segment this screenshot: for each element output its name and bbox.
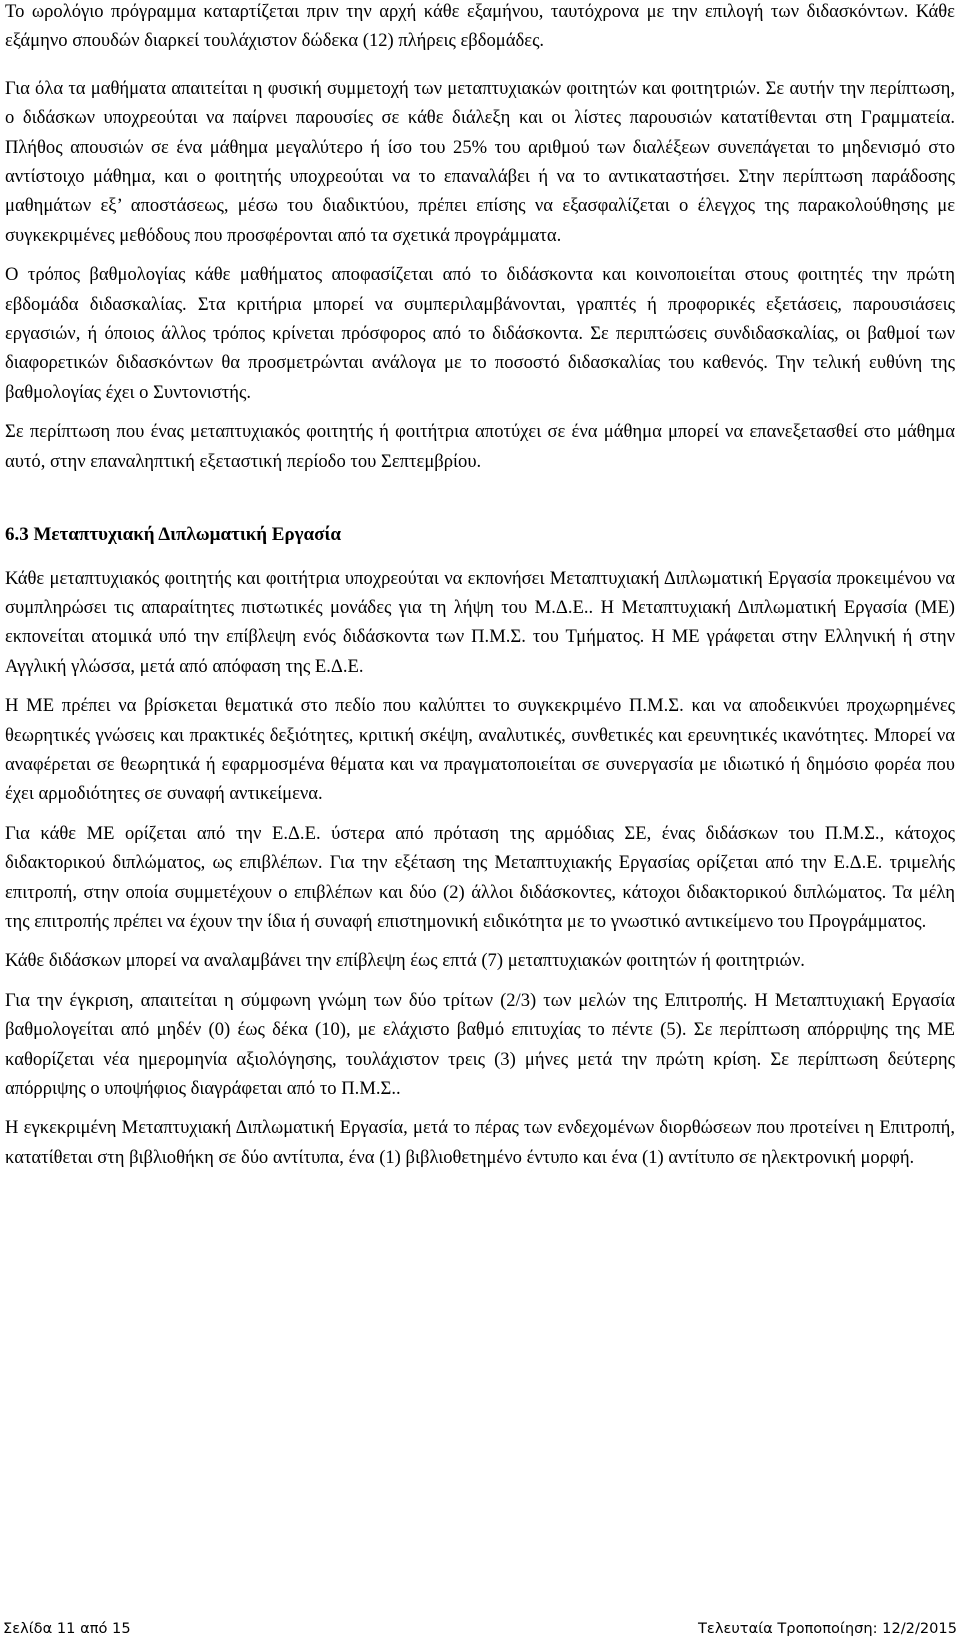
paragraph-thesis-scope: Η ΜΕ πρέπει να βρίσκεται θεματικά στο πεδίο που καλύπτει το συγκεκριμένο Π.Μ.Σ. και να αποδεικνύει προχωρημένες θεωρητικές γνώσεις και πρακτικές δεξιότητες, κριτική σκέψη, αναλυτικές, συνθετικές και ερευνητικές ικανότητες. Μπορεί να αναφέρεται σε θεωρητικά ή εφαρμοσμένα θέματα και να πραγματοποιείται σε συνεργασία με ιδιωτικό ή δημόσιο φορέα που έχει αρμοδιότητες σε συναφή αντικείμενα. (5, 695, 955, 805)
paragraph-schedule: Το ωρολόγιο πρόγραμμα καταρτίζεται πριν την αρχή κάθε εξαμήνου, ταυτόχρονα με την επιλογή των διδασκόντων. Κάθε εξάμηνο σπουδών διαρκεί τουλάχιστον δώδεκα (12) πλήρεις εβδομάδες. (5, 1, 955, 52)
paragraph-attendance: Για όλα τα μαθήματα απαιτείται η φυσική συμμετοχή των μεταπτυχιακών φοιτητών και φοιτητριών. Σε αυτήν την περίπτωση, ο διδάσκων υποχρεούται να παίρνει παρουσίες σε κάθε διάλεξη και οι λίστες παρουσιών κατατίθενται στη Γραμματεία. Πλήθος απουσιών σε ένα μάθημα μεγαλύτερο ή ίσο του 25% του αριθμού των διαλέξεων συνεπάγεται το μηδενισμό στο αντίστοιχο μάθημα, και ο φοιτητής υποχρεούται να το επαναλάβει ή να το αντικαταστήσει. Στην περίπτωση παράδοσης μαθημάτων εξ’ αποστάσεως, μέσω του διαδικτύου, πρέπει επίσης να εξασφαλίζεται ο έλεγχος της παρακολούθησης με συγκεκριμένες μεθόδους που προσφέρονται από τα σχετικά προγράμματα. (5, 77, 955, 246)
paragraph-supervision-limit: Κάθε διδάσκων μπορεί να αναλαμβάνει την επίβλεψη έως επτά (7) μεταπτυχιακών φοιτητών ή φοιτητριών. (5, 950, 805, 972)
paragraph-thesis-supervisor: Για κάθε ΜΕ ορίζεται από την Ε.Δ.Ε. ύστερα από πρόταση της αρμόδιας ΣΕ, ένας διδάσκων του Π.Μ.Σ., κάτοχος διδακτορικού διπλώματος, ως επιβλέπων. Για την εξέταση της Μεταπτυχιακής Εργασίας ορίζεται από την Ε.Δ.Ε. τριμελής επιτροπή, στην οποία συμμετέχουν ο επιβλέπων και δύο (2) άλλοι διδάσκοντες, κάτοχοι διδακτορικού διπλώματος. Τα μέλη της επιτροπής πρέπει να έχουν την ίδια ή συναφή επιστημονική ειδικότητα με το γνωστικό αντικείμενο του Προγράμματος. (5, 822, 955, 932)
last-modified: Τελευταία Τροποποίηση: 12/2/2015 (698, 1620, 957, 1637)
section-heading: 6.3 Μεταπτυχιακή Διπλωματική Εργασία (5, 524, 341, 546)
paragraph-approval: Για την έγκριση, απαιτείται η σύμφωνη γνώμη των δύο τρίτων (2/3) των μελών της Επιτροπής. Η Μεταπτυχιακή Εργασία βαθμολογείται από μηδέν (0) έως δέκα (10), με ελάχιστο βαθμό επιτυχίας το πέντε (5). Σε περίπτωση απόρριψης της ΜΕ καθορίζεται νέα ημερομηνία αξιολόγησης, τουλάχιστον τρεις (3) μήνες μετά την πρώτη κρίση. Σε περίπτωση δεύτερης απόρριψης ο υποψήφιος διαγράφεται από το Π.Μ.Σ.. (5, 989, 955, 1099)
paragraph-thesis-intro: Κάθε μεταπτυχιακός φοιτητής και φοιτήτρια υποχρεούται να εκπονήσει Μεταπτυχιακή Διπλωματική Εργασία προκειμένου να συμπληρώσει τις απαραίτητες πιστωτικές μονάδες για τη λήψη του Μ.Δ.Ε.. Η Μεταπτυχιακή Διπλωματική Εργασία (ΜΕ) εκπονείται ατομικά υπό την επίβλεψη ενός διδάσκοντα των Π.Μ.Σ. του Τμήματος. Η ΜΕ γράφεται στην Ελληνική ή στην Αγγλική γλώσσα, μετά από απόφαση της Ε.Δ.Ε. (5, 567, 955, 677)
paragraph-grading: Ο τρόπος βαθμολογίας κάθε μαθήματος αποφασίζεται από το διδάσκοντα και κοινοποιείται στους φοιτητές την πρώτη εβδομάδα διδασκαλίας. Στα κριτήρια μπορεί να συμπεριλαμβάνονται, γραπτές ή προφορικές εξετάσεις, παρουσιάσεις εργασιών, ή όποιος άλλος τρόπος κρίνεται πρόσφορος από το διδάσκοντα. Σε περιπτώσεις συνδιδασκαλίας, οι βαθμοί των διαφορετικών διδασκόντων θα προσμετρώνται ανάλογα με το ποσοστό διδασκαλίας του καθενός. Την τελική ευθύνη της βαθμολογίας έχει ο Συντονιστής. (5, 264, 955, 403)
page-footer (3, 1619, 957, 1639)
paragraph-submission: Η εγκεκριμένη Μεταπτυχιακή Διπλωματική Εργασία, μετά το πέρας των ενδεχομένων διορθώσεων που προτείνει η Επιτροπή, κατατίθεται στη βιβλιοθήκη σε δύο αντίτυπα, ένα (1) βιβλιοθετημένο έντυπο και ένα (1) αντίτυπο σε ηλεκτρονική μορφή. (5, 1117, 955, 1168)
page-number: Σελίδα 11 από 15 (3, 1620, 131, 1637)
paragraph-reexamination: Σε περίπτωση που ένας μεταπτυχιακός φοιτητής ή φοιτήτρια αποτύχει σε ένα μάθημα μπορεί να επανεξετασθεί στο μάθημα αυτό, στην επαναληπτική εξεταστική περίοδο του Σεπτεμβρίου. (5, 421, 955, 472)
document-page (5, 0, 955, 1172)
